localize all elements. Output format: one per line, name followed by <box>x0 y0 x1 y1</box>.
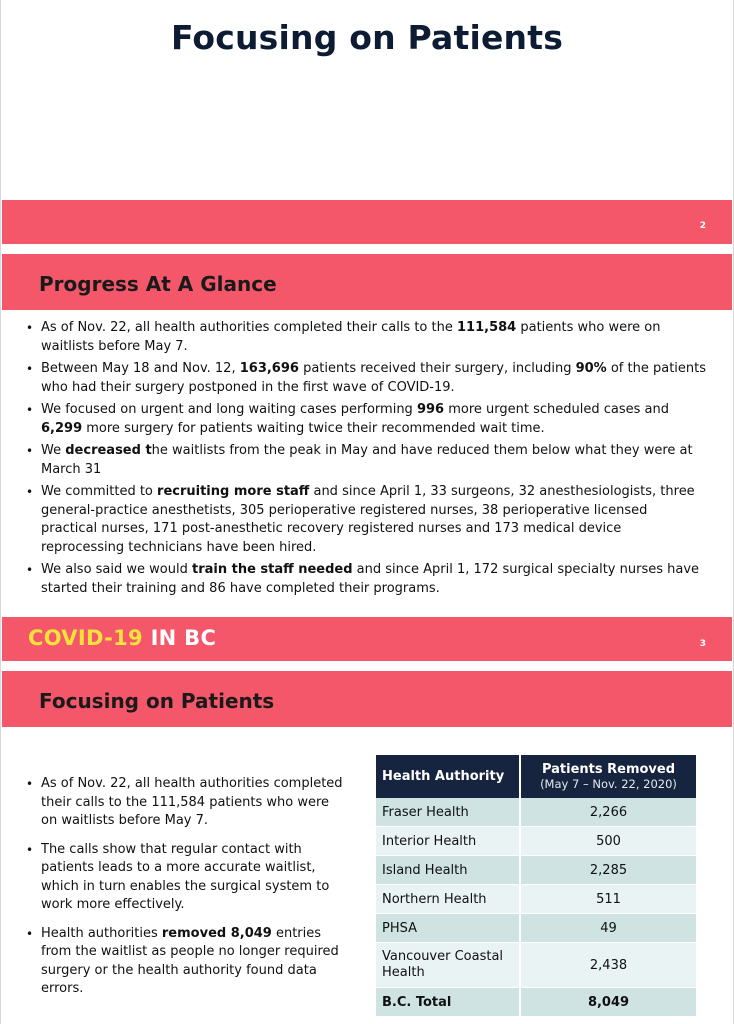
list-item: • As of Nov. 22, all health authorities completed their calls to the 111,584 patients who were on waitlists before May 7. <box>26 319 706 356</box>
progress-bullet-list <box>26 319 706 598</box>
header-date-range: (May 7 – Nov. 22, 2020) <box>540 777 677 791</box>
removed-cell: 2,266 <box>520 798 696 827</box>
list-item: • As of Nov. 22, all health authorities completed their calls to the 111,584 patients who were on waitlists before May 7. <box>26 775 344 831</box>
list-item: • Between May 18 and Nov. 12, 163,696 patients received their surgery, including 90% of the patients who had their surgery postponed in the first wave of COVID-19. <box>26 360 706 397</box>
removed-cell: 49 <box>520 914 696 943</box>
list-item: • We decreased the waitlists from the peak in May and have reduced them below what they were at March 31 <box>26 442 706 479</box>
covid-banner <box>2 617 732 661</box>
page-title: Focusing on Patients <box>170 18 564 57</box>
authority-cell: Vancouver Coastal Health <box>376 943 520 988</box>
covid-label: COVID-19 <box>28 626 143 650</box>
list-item: • We committed to recruiting more staff and since April 1, 33 surgeons, 32 anesthesiologists, three general-practice anesthetists, 305 perioperative registered nurses, 38 perioperative licensed practical nurses, 171 post-anesthetic recovery registered nurses and 173 medical device reprocessing technicians have been hired. <box>26 483 706 557</box>
authority-cell: Interior Health <box>376 827 520 856</box>
header-patients-removed-label: Patients Removed <box>541 762 676 777</box>
patients-bullet-list <box>26 775 344 999</box>
list-item: • Health authorities removed 8,049 entries from the waitlist as people no longer required surgery or the health authority found data errors. <box>26 925 344 999</box>
table-total-row <box>376 988 696 1017</box>
removed-cell: 2,438 <box>520 943 696 988</box>
total-label-cell: B.C. Total <box>376 988 520 1017</box>
page-number: 2 <box>699 221 706 231</box>
total-value-cell: 8,049 <box>520 988 696 1017</box>
removed-cell: 511 <box>520 885 696 914</box>
list-item: • We focused on urgent and long waiting cases performing 996 more urgent scheduled cases and 6,299 more surgery for patients waiting twice their recommended wait time. <box>26 401 706 438</box>
bc-label: IN BC <box>150 626 217 650</box>
table-header-row <box>376 755 696 798</box>
list-item: • We also said we would train the staff needed and since April 1, 172 surgical specialty nurses have started their training and 86 have completed their programs. <box>26 561 706 598</box>
patients-removed-table <box>376 755 696 1017</box>
header-patients-removed <box>520 755 696 798</box>
section-title: Focusing on Patients <box>39 689 275 713</box>
section-header-band <box>2 671 732 727</box>
section-title: Progress At A Glance <box>39 272 277 296</box>
removed-cell: 2,285 <box>520 856 696 885</box>
covid-banner-title <box>28 626 216 650</box>
authority-cell: Island Health <box>376 856 520 885</box>
table-row <box>376 798 696 827</box>
table-row <box>376 856 696 885</box>
page-number: 3 <box>699 639 706 649</box>
table-row <box>376 943 696 988</box>
authority-cell: Fraser Health <box>376 798 520 827</box>
section-header-band <box>2 254 732 310</box>
authority-cell: Northern Health <box>376 885 520 914</box>
table-row <box>376 827 696 856</box>
list-item: • The calls show that regular contact with patients leads to a more accurate waitlist, which in turn enables the surgical system to work more effectively. <box>26 841 344 915</box>
header-health-authority: Health Authority <box>376 755 520 798</box>
authority-cell: PHSA <box>376 914 520 943</box>
removed-cell: 500 <box>520 827 696 856</box>
table-row <box>376 885 696 914</box>
slide-footer-band <box>2 200 732 244</box>
table-row <box>376 914 696 943</box>
